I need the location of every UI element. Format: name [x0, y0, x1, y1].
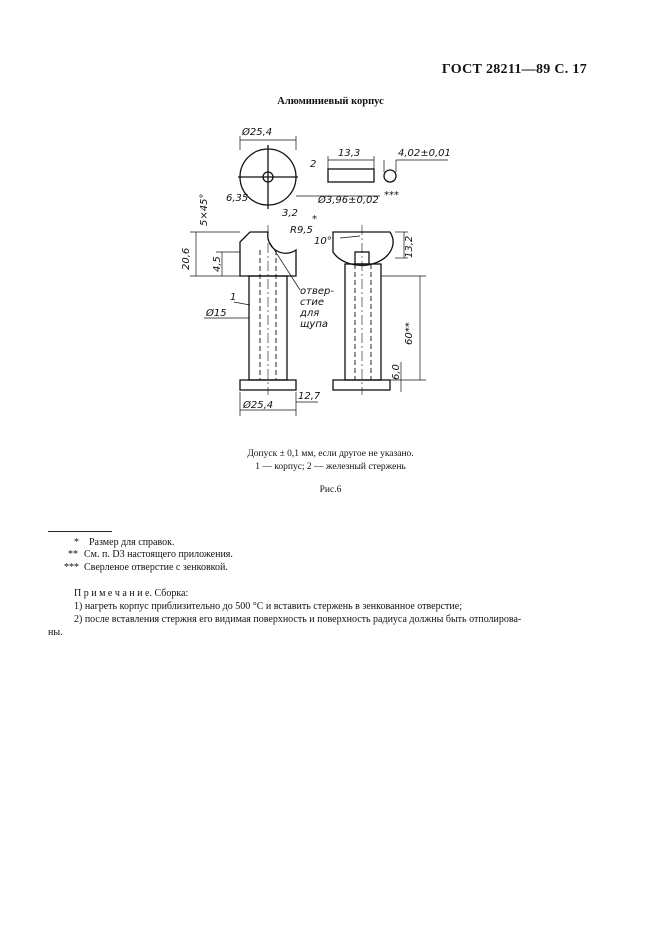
label-hole-3: для — [300, 308, 320, 319]
label-3-96: Ø3,96±0,02 — [318, 195, 379, 206]
rod-end-circle — [384, 170, 396, 182]
label-hole-2: стие — [300, 297, 324, 308]
label-6-35: 6,35 — [226, 193, 249, 204]
rod-part-2 — [328, 169, 374, 182]
label-three-stars: *** — [384, 190, 399, 201]
side-base — [333, 380, 390, 390]
label-d-bottom: Ø25,4 — [243, 400, 274, 411]
label-angle-10: 10° — [314, 236, 332, 247]
note-item-3: ны. — [48, 627, 63, 638]
footnote-mark-1: * — [74, 537, 79, 548]
footnote-rule — [48, 531, 112, 532]
footnote-mark-2: ** — [68, 549, 78, 560]
note-heading: П р и м е ч а н и е. Сборка: — [74, 588, 189, 599]
side-head — [333, 232, 393, 265]
page-header: ГОСТ 28211—89 С. 17 — [441, 62, 587, 77]
label-13-3: 13,3 — [338, 148, 361, 159]
label-13-2: 13,2 — [404, 235, 415, 258]
note-item-1: 1) нагреть корпус приблизительно до 500 °С и вставить стержень в зенкованное отверстие; — [74, 601, 462, 612]
tolerance-note: Допуск ± 0,1 мм, если другое не указано. — [247, 449, 414, 459]
footnote-text-3: Сверленое отверстие с зенковкой. — [84, 562, 228, 573]
label-60-stars: 60** — [404, 322, 415, 345]
technical-drawing — [180, 118, 470, 428]
label-20-6: 20,6 — [181, 247, 192, 270]
label-r9-5: R9,5 — [290, 225, 313, 236]
label-3-2: 3,2 — [282, 208, 298, 219]
label-part-1: 1 — [230, 292, 237, 303]
label-6-0: 6,0 — [391, 364, 402, 380]
footnote-mark-3: *** — [64, 562, 79, 573]
side-shaft — [345, 264, 381, 380]
figure-caption: Рис.6 — [319, 485, 342, 495]
label-12-7: 12,7 — [298, 391, 321, 402]
label-hole-4: щупа — [300, 319, 329, 330]
label-hole-1: отвер- — [300, 286, 334, 297]
label-4-5: 4,5 — [212, 256, 223, 272]
figure-legend: 1 — корпус; 2 — железный стержень — [255, 462, 406, 472]
label-part-2: 2 — [310, 159, 317, 170]
footnote-text-2: См. п. D3 настоящего приложения. — [84, 549, 233, 560]
label-d-top: Ø25,4 — [242, 127, 273, 138]
label-star-1: * — [312, 214, 317, 225]
label-chamfer: 5×45° — [199, 193, 210, 226]
label-d15: Ø15 — [206, 308, 227, 319]
figure-title: Алюминиевый корпус — [277, 96, 384, 107]
label-4-02: 4,02±0,01 — [398, 148, 451, 159]
note-item-2: 2) после вставления стержня его видимая поверхность и поверхность радиуса должны быть отполирова- — [74, 614, 522, 625]
footnote-text-1: Размер для справок. — [89, 537, 175, 548]
